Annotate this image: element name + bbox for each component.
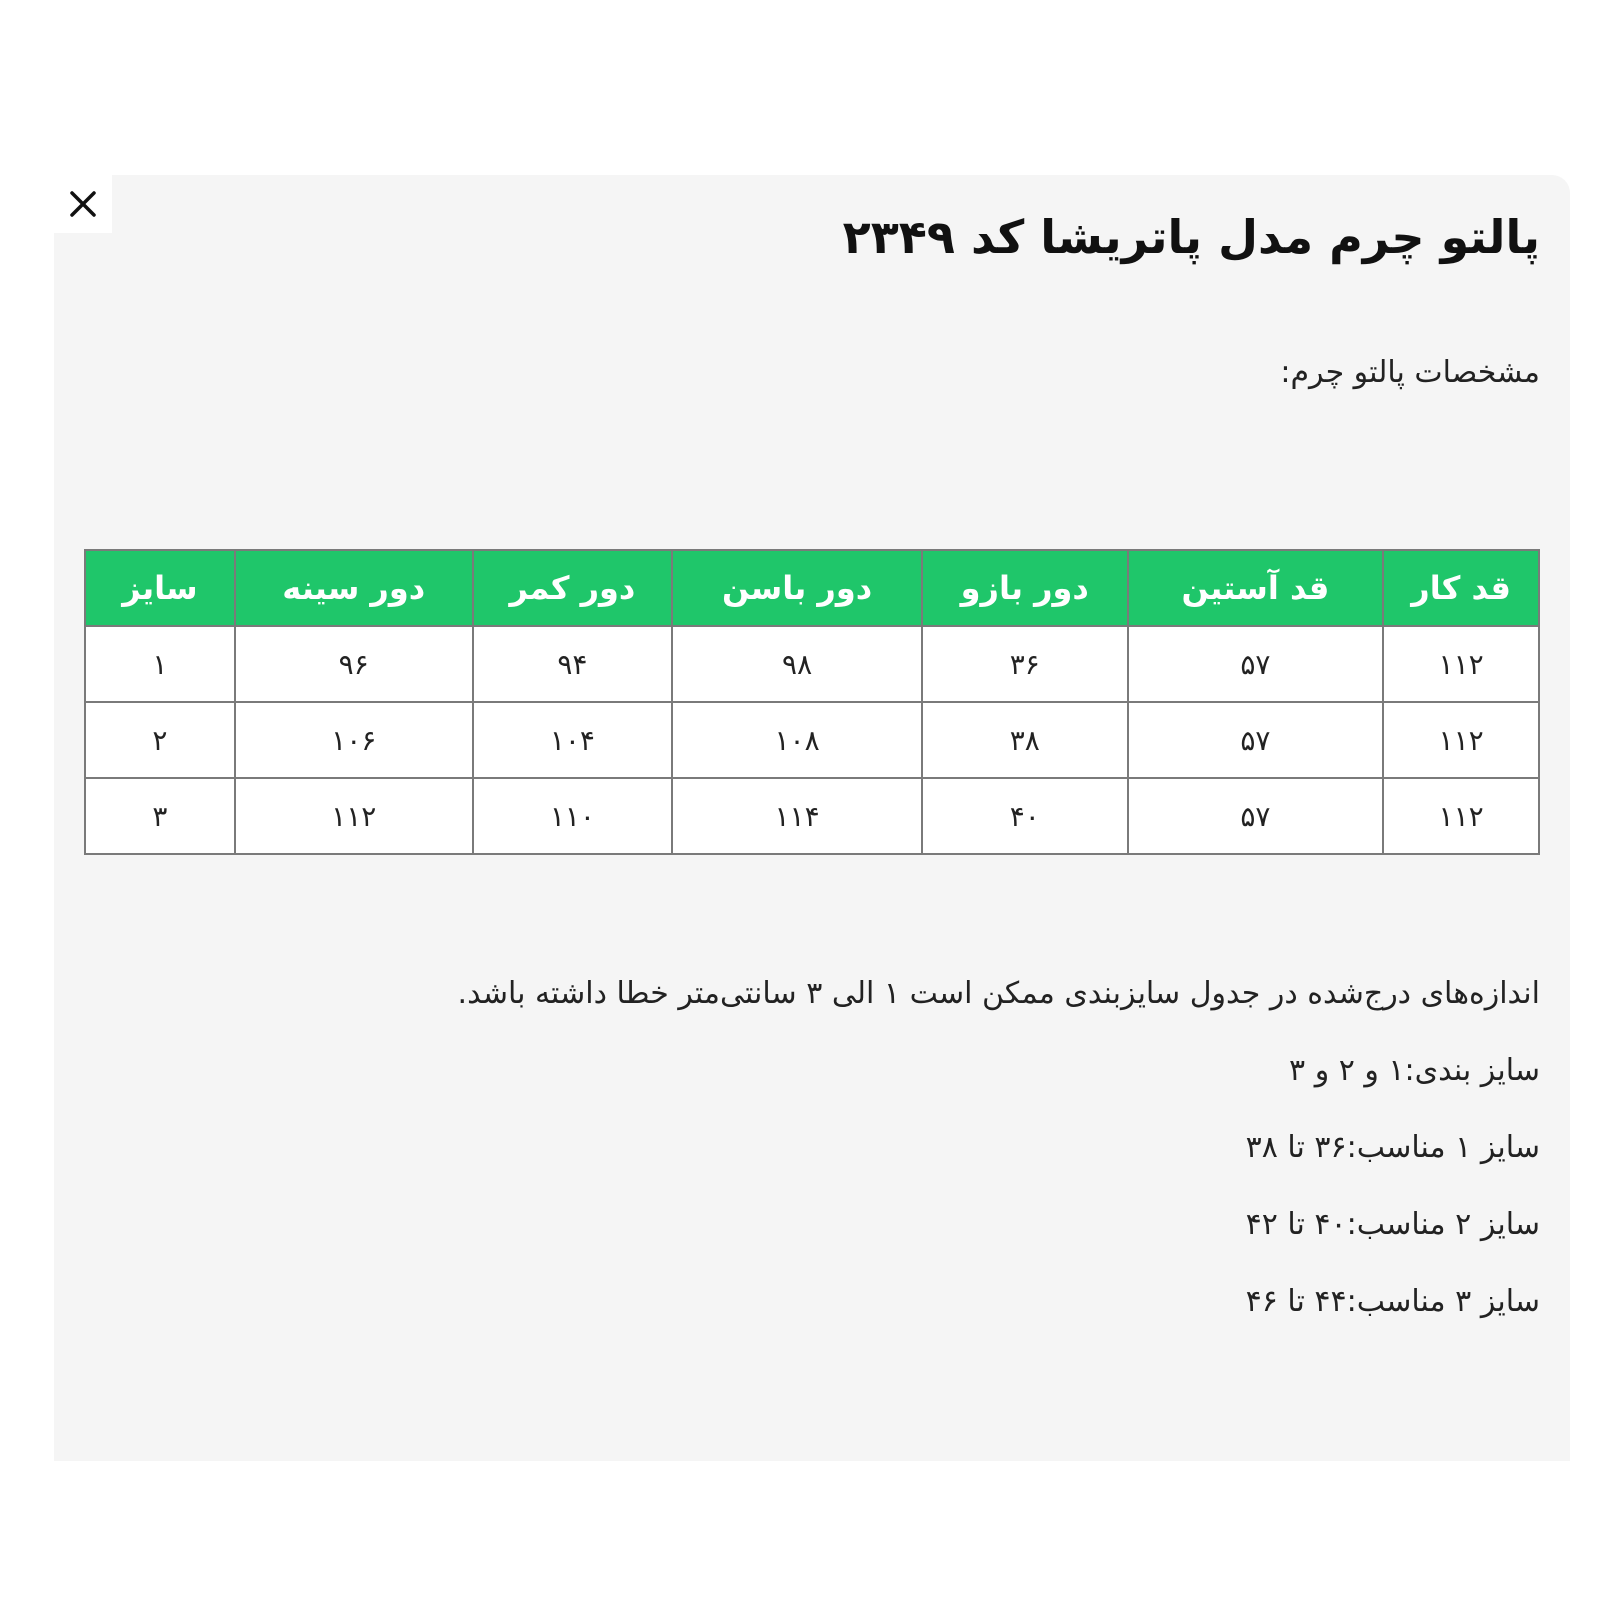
header-hip-circumference: دور باسن xyxy=(672,550,922,626)
size-2-fit-note: سایز ۲ مناسب:۴۰ تا ۴۲ xyxy=(1245,1207,1540,1242)
header-sleeve-length: قد آستین xyxy=(1128,550,1384,626)
header-length: قد کار xyxy=(1383,550,1539,626)
size-range-note: سایز بندی:۱ و ۲ و ۳ xyxy=(1289,1053,1540,1088)
table-cell: ۱۰۶ xyxy=(235,702,473,778)
table-cell: ۱۱۲ xyxy=(1383,778,1539,854)
table-cell: ۱ xyxy=(85,626,235,702)
table-cell: ۱۱۴ xyxy=(672,778,922,854)
table-cell: ۴۰ xyxy=(922,778,1128,854)
table-cell: ۹۴ xyxy=(473,626,673,702)
table-cell: ۱۱۲ xyxy=(235,778,473,854)
table-row xyxy=(85,702,1539,778)
table-cell: ۵۷ xyxy=(1128,702,1384,778)
table-cell: ۱۱۲ xyxy=(1383,702,1539,778)
table-cell: ۵۷ xyxy=(1128,626,1384,702)
size-3-fit-note: سایز ۳ مناسب:۴۴ تا ۴۶ xyxy=(1245,1284,1540,1319)
header-waist-circumference: دور کمر xyxy=(473,550,673,626)
header-arm-circumference: دور بازو xyxy=(922,550,1128,626)
size-disclaimer: اندازه‌های درج‌شده در جدول سایزبندی ممکن است ۱ الی ۳ سانتی‌متر خطا داشته باشد. xyxy=(457,976,1540,1011)
table-cell: ۳۸ xyxy=(922,702,1128,778)
size-1-fit-note: سایز ۱ مناسب:۳۶ تا ۳۸ xyxy=(1245,1130,1540,1165)
table-cell: ۵۷ xyxy=(1128,778,1384,854)
table-cell: ۱۱۲ xyxy=(1383,626,1539,702)
table-cell: ۲ xyxy=(85,702,235,778)
table-cell: ۹۶ xyxy=(235,626,473,702)
table-header-row xyxy=(85,550,1539,626)
size-notes xyxy=(84,955,1540,1340)
table-cell: ۳ xyxy=(85,778,235,854)
product-title: پالتو چرم مدل پاتریشا کد ۲۳۴۹ xyxy=(842,210,1540,264)
table-cell: ۱۱۰ xyxy=(473,778,673,854)
table-cell: ۳۶ xyxy=(922,626,1128,702)
table-cell: ۱۰۴ xyxy=(473,702,673,778)
header-size: سایز xyxy=(85,550,235,626)
specs-heading: مشخصات پالتو چرم: xyxy=(1280,355,1540,390)
table-row xyxy=(85,626,1539,702)
header-chest-circumference: دور سینه xyxy=(235,550,473,626)
size-table xyxy=(84,549,1540,855)
product-content xyxy=(84,175,1540,1319)
table-cell: ۹۸ xyxy=(672,626,922,702)
table-cell: ۱۰۸ xyxy=(672,702,922,778)
table-row xyxy=(85,778,1539,854)
